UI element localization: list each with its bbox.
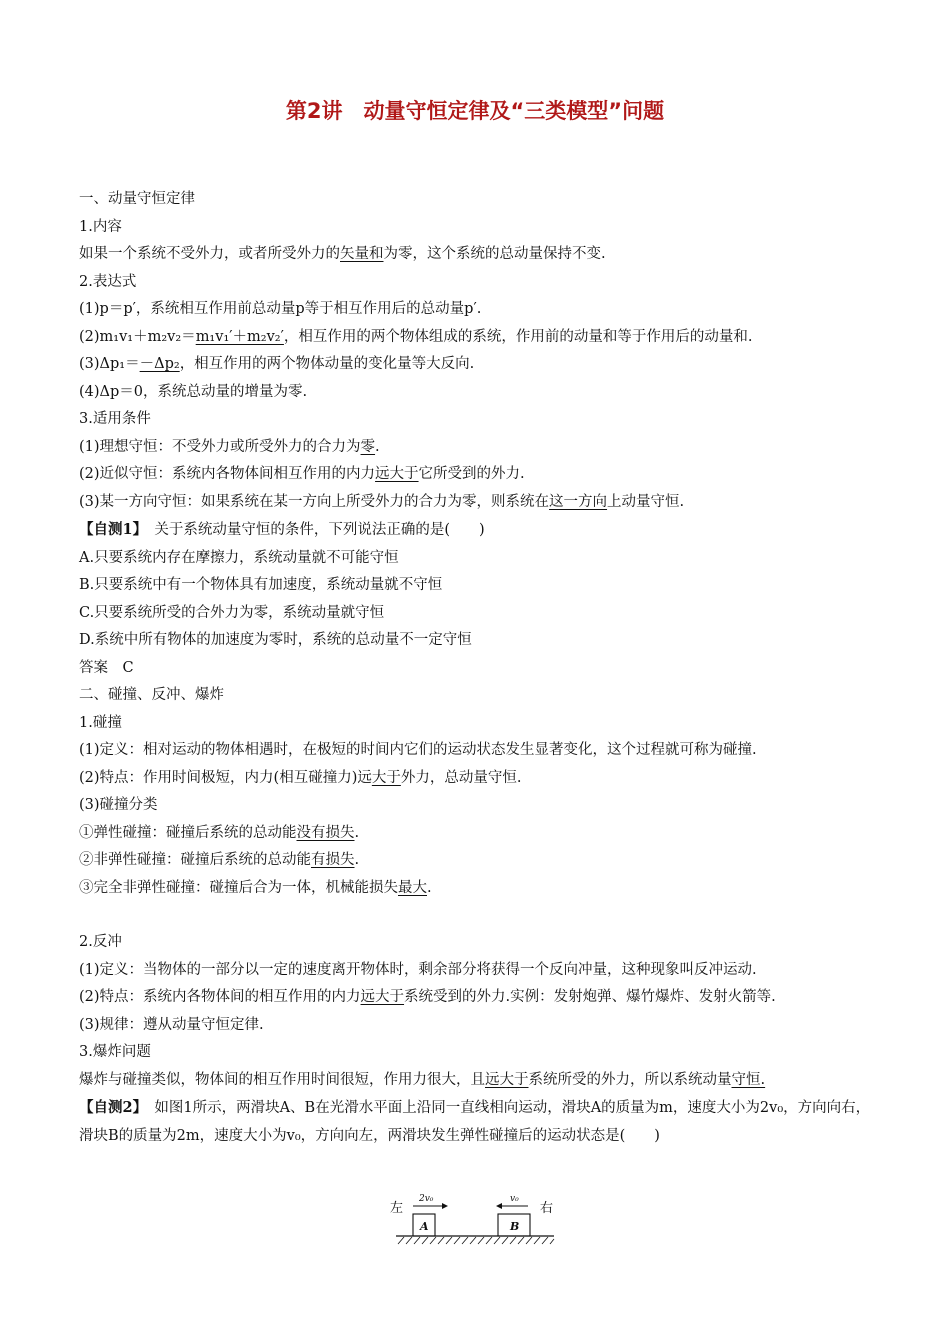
text-line-q1 bbox=[79, 516, 879, 545]
text-line-e1 bbox=[79, 296, 879, 324]
ground-hatch bbox=[398, 1237, 554, 1244]
underlined-answer: 这一方向 bbox=[549, 493, 608, 510]
text-run: 2.表达式 bbox=[79, 273, 137, 290]
underlined-answer: 有损失 bbox=[311, 852, 355, 868]
text-run: (3)规律：遵从动量守恒定律. bbox=[79, 1016, 264, 1033]
text-run: 系统所受的外力，所以系统动量 bbox=[528, 1071, 732, 1088]
text-line-q1a bbox=[79, 545, 879, 573]
text-line-q2 bbox=[79, 1094, 879, 1150]
figure-1 bbox=[386, 1190, 558, 1256]
text-run: 为零，这个系统的总动量保持不变. bbox=[383, 246, 606, 262]
underlined-answer: 最大 bbox=[398, 879, 427, 896]
text-run: (1)定义：当物体的一部分以一定的速度离开物体时，剩余部分将获得一个反向冲量，这种现象叫反冲运动. bbox=[79, 961, 757, 978]
text-run: . bbox=[354, 852, 360, 868]
text-line-c1 bbox=[79, 434, 879, 462]
text-run: . bbox=[375, 438, 380, 455]
text-run: ②非弹性碰撞：碰撞后系统的总动能 bbox=[79, 852, 311, 868]
text-line-e3 bbox=[79, 351, 879, 379]
text-line-p2 bbox=[79, 765, 879, 793]
text-line-r1 bbox=[79, 957, 879, 985]
text-line-s1 bbox=[79, 186, 879, 214]
underlined-answer: 远大于 bbox=[375, 466, 419, 482]
text-line-gap bbox=[79, 902, 879, 929]
underlined-answer: 远大于 bbox=[360, 989, 405, 1005]
text-run: 如果一个系统不受外力，或者所受外力的 bbox=[79, 246, 340, 262]
underlined-answer: m₁v₁′＋m₂v₂′ bbox=[195, 328, 284, 345]
collision-diagram bbox=[386, 1190, 558, 1252]
text-run: (2)特点：作用时间极短，内力(相互碰撞力)远 bbox=[79, 769, 372, 786]
text-line-q1b bbox=[79, 572, 879, 600]
text-line-s2_2 bbox=[79, 929, 879, 957]
text-run: 它所受到的外力. bbox=[418, 466, 525, 482]
text-run: 二、碰撞、反冲、爆炸 bbox=[79, 687, 224, 703]
text-run: (4)Δp＝0，系统总动量的增量为零. bbox=[79, 383, 308, 400]
text-run: 如图1所示，两滑块A、B在光滑水平面上沿同一直线相向运动，滑块A的质量为m，速度大小为2v₀，方向向右，滑块B的质量为2m，速度大小为v₀，方向向左，两滑块发生弹性碰撞后的运动状态是( ) bbox=[79, 1100, 871, 1144]
text-run: (1)定义：相对运动的物体相遇时，在极短的时间内它们的运动状态发生显著变化，这个过程就可称为碰撞. bbox=[79, 742, 757, 758]
text-run: 系统受到的外力.实例：发射炮弹、爆竹爆炸、发射火箭等. bbox=[404, 989, 776, 1005]
text-line-k1 bbox=[79, 820, 879, 848]
text-line-k3 bbox=[79, 875, 879, 903]
text-line-s2_1 bbox=[79, 710, 879, 738]
text-line-k2 bbox=[79, 847, 879, 875]
page-title: 第2讲 动量守恒定律及“三类模型”问题 bbox=[285, 99, 665, 123]
text-line-p1 bbox=[79, 737, 879, 765]
underlined-answer: 零 bbox=[360, 438, 376, 455]
block-a-label: A bbox=[420, 1220, 429, 1233]
text-line-c2 bbox=[79, 461, 879, 489]
text-run: 3.爆炸问题 bbox=[79, 1044, 151, 1060]
text-line-e4 bbox=[79, 379, 879, 407]
text-run: 2.反冲 bbox=[79, 934, 122, 950]
text-run: 关于系统动量守恒的条件，下列说法正确的是( ) bbox=[139, 522, 485, 538]
text-run: (3)Δp₁＝ bbox=[79, 356, 140, 372]
text-line-r3 bbox=[79, 1012, 879, 1040]
text-run: B.只要系统中有一个物体具有加速度，系统动量就不守恒 bbox=[79, 577, 443, 593]
underlined-answer: 守恒. bbox=[731, 1071, 766, 1088]
text-line-e2 bbox=[79, 324, 879, 352]
text-run: . bbox=[427, 879, 432, 896]
underlined-answer: 远大于 bbox=[485, 1071, 529, 1088]
text-line-s1_3 bbox=[79, 406, 879, 434]
velocity-b-label: v₀ bbox=[510, 1194, 519, 1204]
text-line-s1_2 bbox=[79, 269, 879, 297]
text-run: (3)碰撞分类 bbox=[79, 797, 158, 813]
document-body bbox=[79, 186, 879, 1150]
text-line-p3 bbox=[79, 792, 879, 820]
text-run: ，相互作用的两个物体组成的系统，作用前的动量和等于作用后的动量和. bbox=[283, 328, 753, 345]
block-b-label: B bbox=[510, 1220, 520, 1233]
text-run: (1)p＝p′，系统相互作用前总动量p等于相互作用后的总动量p′. bbox=[79, 301, 482, 317]
text-line-r2 bbox=[79, 984, 879, 1012]
text-run: (1)理想守恒：不受外力或所受外力的合力为 bbox=[79, 438, 361, 455]
exercise-label: 【自测1】 bbox=[79, 521, 140, 538]
text-run: ①弹性碰撞：碰撞后系统的总动能 bbox=[79, 824, 297, 841]
text-run: D.系统中所有物体的加速度为零时，系统的总动量不一定守恒 bbox=[79, 632, 472, 648]
text-line-s2_3 bbox=[79, 1039, 879, 1067]
velocity-a-label: 2v₀ bbox=[419, 1194, 434, 1204]
exercise-label: 【自测2】 bbox=[79, 1099, 140, 1116]
text-run: (2)特点：系统内各物体间的相互作用的内力 bbox=[79, 989, 361, 1005]
text-run: (2)m₁v₁＋m₂v₂＝ bbox=[79, 328, 196, 345]
text-line-q1c bbox=[79, 600, 879, 628]
text-run: 1.内容 bbox=[79, 218, 122, 235]
text-line-c3 bbox=[79, 489, 879, 517]
underlined-answer: 大于 bbox=[371, 769, 401, 786]
text-run: ③完全非弹性碰撞：碰撞后合为一体，机械能损失 bbox=[79, 879, 398, 896]
text-run: C.只要系统所受的合外力为零，系统动量就守恒 bbox=[79, 604, 385, 621]
text-line-s2 bbox=[79, 682, 879, 710]
text-run: 外力，总动量守恒. bbox=[400, 769, 522, 786]
text-run: ，相互作用的两个物体动量的变化量等大反向. bbox=[179, 356, 475, 372]
velocity-b-arrowhead bbox=[496, 1203, 502, 1209]
underlined-answer: －Δp₂ bbox=[139, 356, 180, 372]
text-run: (2)近似守恒：系统内各物体间相互作用的内力 bbox=[79, 466, 376, 482]
text-run: 上动量守恒. bbox=[607, 493, 685, 510]
text-run: 一、动量守恒定律 bbox=[79, 191, 195, 207]
underlined-answer: 没有损失 bbox=[296, 824, 355, 841]
text-line-s1_1a bbox=[79, 241, 879, 269]
text-line-x1 bbox=[79, 1067, 879, 1095]
text-run: 1.碰撞 bbox=[79, 714, 122, 731]
text-run: 3.适用条件 bbox=[79, 411, 151, 427]
text-run: A.只要系统内存在摩擦力，系统动量就不可能守恒 bbox=[79, 549, 399, 566]
velocity-a-arrowhead bbox=[442, 1203, 448, 1209]
underlined-answer: 矢量和 bbox=[340, 246, 384, 262]
text-line-s1_1 bbox=[79, 214, 879, 242]
text-line-q1d bbox=[79, 627, 879, 655]
right-label: 右 bbox=[540, 1201, 554, 1216]
text-run: (3)某一方向守恒：如果系统在某一方向上所受外力的合力为零，则系统在 bbox=[79, 493, 550, 510]
text-run: . bbox=[354, 824, 360, 841]
text-line-ans1 bbox=[79, 655, 879, 683]
text-run: 爆炸与碰撞类似，物体间的相互作用时间很短，作用力很大，且 bbox=[79, 1071, 485, 1088]
left-label: 左 bbox=[390, 1201, 404, 1216]
text-run: 答案 C bbox=[79, 659, 134, 676]
